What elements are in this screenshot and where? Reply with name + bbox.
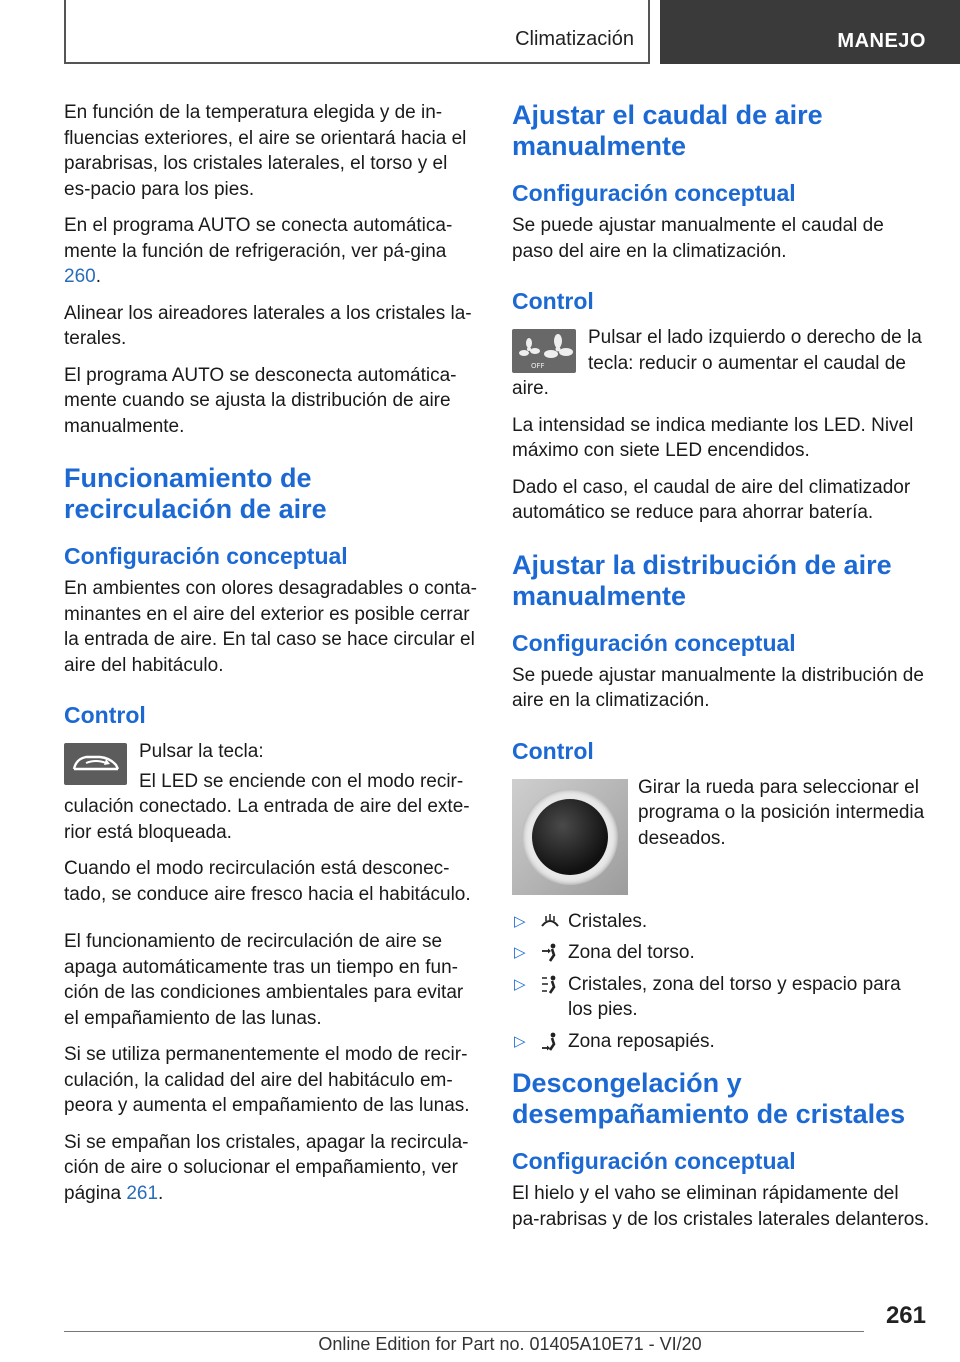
paragraph: La intensidad se indica mediante los LED. Nivel máximo con siete LED encendidos. (512, 414, 914, 461)
control-block-fan: OFF Pulsar el lado izquierdo o derecho de la tecla: reducir o aumentar el caudal de aire. (512, 327, 922, 399)
bullet-triangle-icon: ▷ (514, 975, 526, 993)
heading-defrost: Descongelación y desempañamiento de cristales (512, 1068, 906, 1129)
distribution-knob-image (512, 779, 628, 895)
windshield-icon (540, 912, 560, 938)
list-item: ▷ Zona reposapiés. (512, 1029, 930, 1055)
windshield-torso-feet-icon (540, 975, 560, 1003)
list-item: ▷ Cristales. (512, 909, 930, 935)
paragraph: En ambientes con olores desagradables o conta-minantes en el aire del exterior es posible cerrar la entrada de aire. En tal caso se hace circular el aire del habitáculo. (64, 578, 477, 676)
paragraph: El hielo y el vaho se eliminan rápidamente del pa-rabrisas y de los cristales laterales delanteros. (512, 1183, 930, 1230)
bullet-triangle-icon: ▷ (514, 912, 526, 930)
paragraph: En el programa AUTO se conecta automática-mente la función de refrigeración, ver pá-gina 260. (64, 215, 453, 287)
page-link-261[interactable]: 261 (126, 1182, 159, 1204)
heading-concept: Configuración conceptual (512, 629, 796, 656)
list-item: ▷ Cristales, zona del torso y espacio para los pies. (514, 973, 901, 1020)
chapter-title: MANEJO (837, 30, 926, 52)
page-link-260[interactable]: 260 (64, 266, 96, 287)
control-block-recirculation: Pulsar la tecla: El LED se enciende con el modo recir-culación conectado. La entrada de aire del exte-rior está bloqueada. (64, 741, 470, 843)
paragraph: Dado el caso, el caudal de aire del climatizador automático se reduce para ahorrar batería. (512, 476, 911, 523)
paragraph: El programa AUTO se desconecta automática-mente cuando se ajusta la distribución de aire manualmente. (64, 364, 457, 437)
page-number: 261 (885, 1302, 926, 1329)
footer-divider (64, 1331, 864, 1332)
paragraph: Si se utiliza permanentemente el modo de recir-culación, la calidad del aire del habitáculo em-peora y aumenta el empañamiento de las lunas. (64, 1044, 470, 1116)
paragraph: En función de la temperatura elegida y de in-fluencias exteriores, el aire se orientará hacia el parabrisas, los cristales laterales, el torso y el es-pacio para los pies. (64, 102, 467, 200)
bullet-triangle-icon: ▷ (514, 1032, 526, 1050)
paragraph: El funcionamiento de recirculación de aire se apaga automáticamente tras un tiempo en fun-ción de las condiciones ambientales para evitar el empañamiento de las lunas. (64, 931, 464, 1029)
recirculation-button-icon (64, 743, 127, 785)
heading-air-flow: Ajustar el caudal de aire manualmente (512, 100, 823, 161)
paragraph: Se puede ajustar manualmente la distribución de aire en la climatización. (512, 664, 924, 711)
heading-concept: Configuración conceptual (512, 180, 796, 206)
paragraph: Cuando el modo recirculación está desconec-tado, se conduce aire fresco hacia el habitáculo. (64, 858, 471, 905)
fan-off-label: OFF (531, 362, 545, 370)
heading-control: Control (64, 702, 146, 728)
section-title: Climatización (515, 28, 634, 50)
footer-edition: Online Edition for Part no. 01405A10E71 - VI/20 (318, 1334, 702, 1354)
left-column (64, 100, 478, 1217)
heading-air-distribution: Ajustar la distribución de aire manualmente (512, 549, 892, 611)
header-chapter-box (660, 0, 960, 64)
heading-control: Control (512, 288, 594, 314)
heading-concept: Configuración conceptual (512, 1148, 796, 1174)
footwell-airflow-icon (540, 1032, 560, 1060)
header-section-box (64, 0, 650, 64)
right-column (512, 100, 930, 1243)
heading-concept: Configuración conceptual (64, 543, 348, 569)
bullet-triangle-icon: ▷ (514, 944, 526, 961)
heading-control: Control (512, 737, 594, 764)
fan-button-icon (512, 329, 576, 373)
control-block-distribution: Girar la rueda para seleccionar el programa o la posición intermedia deseados. (512, 775, 930, 895)
paragraph: Alinear los aireadores laterales a los cristales la-terales. (64, 302, 472, 349)
heading-recirculation: Funcionamiento de recirculación de aire (64, 463, 327, 524)
distribution-options-list (512, 909, 930, 1055)
paragraph: Se puede ajustar manualmente el caudal de paso del aire en la climatización. (512, 215, 884, 262)
list-item: ▷ Zona del torso. (512, 940, 930, 966)
paragraph: Si se empañan los cristales, apagar la recircula-ción de aire o solucionar el empañamiento, ver página 261. (64, 1131, 469, 1204)
torso-airflow-icon (540, 943, 560, 971)
